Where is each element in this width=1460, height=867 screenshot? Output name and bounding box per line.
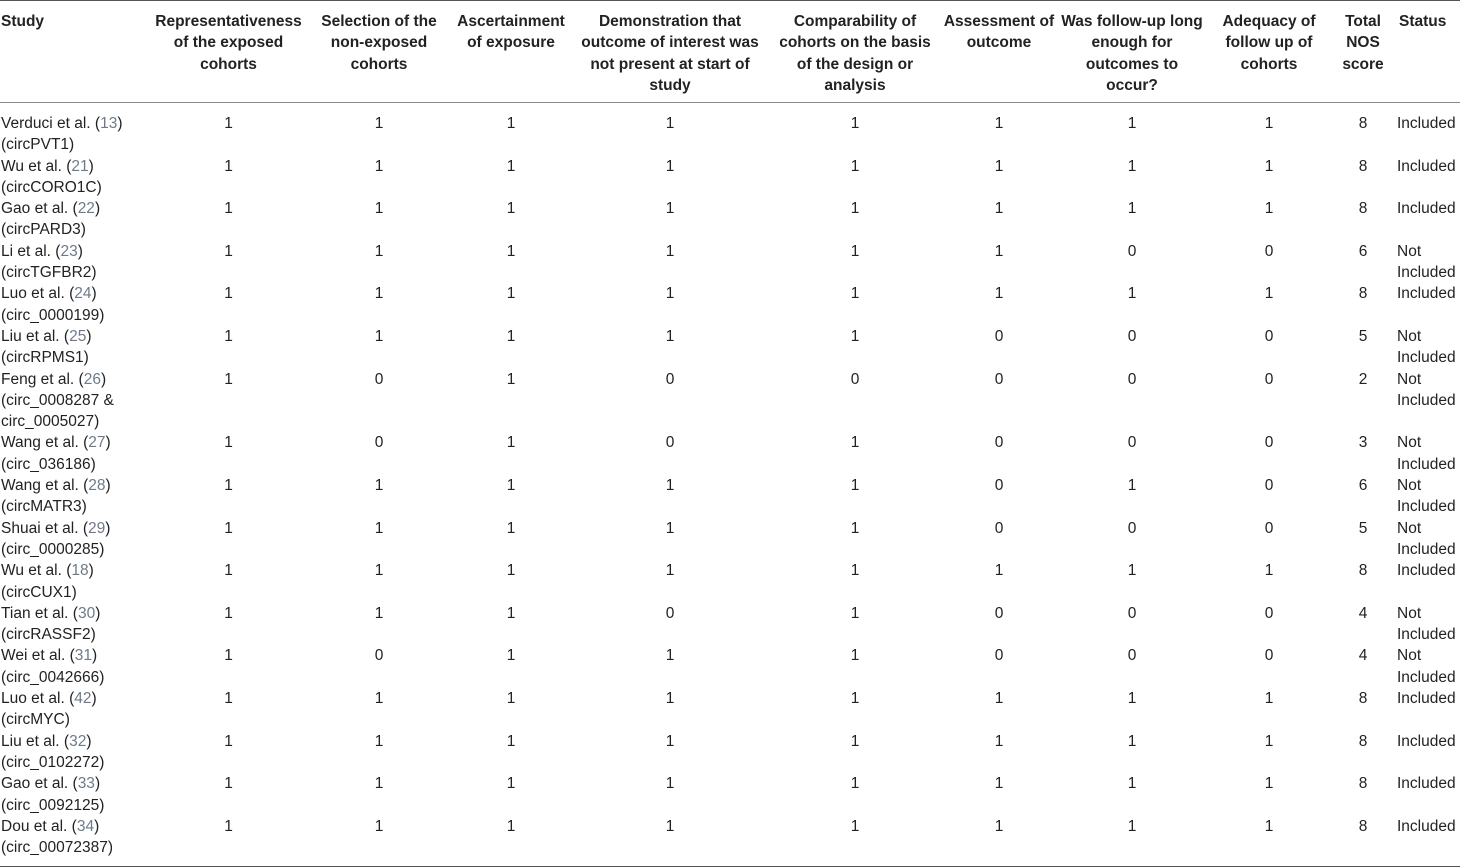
status-cell: Included (1393, 816, 1460, 867)
study-cell: Verduci et al. (13) (circPVT1) (1, 115, 123, 154)
score-ascertainment: 1 (506, 477, 516, 495)
score-assessment: 0 (994, 604, 1004, 622)
score-ascertainment: 1 (506, 690, 516, 708)
study-author: Li et al. (1, 242, 51, 260)
status-cell: Not Included (1397, 370, 1456, 409)
score-ascertainment: 1 (506, 647, 516, 665)
score-ascertainment: 1 (506, 775, 516, 793)
score-ascertainment: 1 (506, 200, 516, 218)
score-selection: 0 (374, 647, 384, 665)
table-row (0, 731, 1460, 774)
status-cell: Included (1397, 115, 1456, 132)
reference-link[interactable]: 34 (76, 817, 95, 835)
score-ascertainment: 1 (506, 519, 516, 537)
score-comparability: 1 (850, 604, 860, 622)
score-follow-up-length: 1 (1127, 562, 1137, 580)
score-demonstration: 1 (665, 157, 675, 175)
study-cell: Wu et al. (21) (circCORO1C) (1, 157, 102, 196)
reference-link[interactable]: 24 (74, 285, 92, 303)
score-representativeness: 1 (224, 647, 233, 665)
score-follow-up-length: 1 (1127, 200, 1137, 218)
study-author: Shuai et al. (1, 519, 79, 537)
score-follow-up-adequacy: 0 (1264, 604, 1274, 622)
circrna-name: (circ_0000285) (1, 540, 105, 558)
status-cell: Not Included (1397, 604, 1456, 644)
score-assessment: 1 (994, 242, 1004, 260)
score-follow-up-adequacy: 1 (1264, 562, 1274, 580)
score-ascertainment: 1 (506, 732, 516, 750)
score-ascertainment: 1 (506, 604, 516, 622)
study-cell: Feng et al. (26) (circ_0008287 & circ_0005027) (1, 370, 114, 431)
score-selection: 0 (374, 370, 384, 388)
score-comparability: 1 (850, 327, 860, 345)
total-nos-score: 8 (1333, 816, 1393, 867)
score-comparability: 1 (850, 775, 860, 793)
score-representativeness: 1 (224, 434, 233, 452)
score-selection: 1 (374, 562, 384, 580)
score-selection: 1 (374, 157, 384, 175)
score-ascertainment: 1 (506, 285, 516, 303)
score-comparability: 1 (850, 647, 860, 665)
circrna-name: (circCUX1) (1, 583, 77, 601)
score-follow-up-adequacy: 1 (1264, 732, 1274, 750)
score-comparability: 1 (850, 285, 860, 303)
status-cell: Included (1397, 690, 1456, 708)
score-assessment: 0 (994, 370, 1004, 388)
score-representativeness: 1 (224, 327, 233, 345)
reference-link[interactable]: 29 (88, 519, 106, 537)
study-cell: Dou et al. (34) (circ_00072387) (0, 816, 152, 867)
score-follow-up-adequacy: 0 (1264, 434, 1274, 452)
score-representativeness: 1 (224, 200, 233, 218)
score-selection: 1 (374, 775, 384, 793)
score-follow-up-length: 1 (1127, 115, 1137, 132)
reference-link[interactable]: 30 (77, 604, 96, 622)
table-row (0, 645, 1460, 688)
score-assessment: 1 (994, 732, 1004, 750)
score-assessment: 1 (994, 157, 1004, 175)
score-comparability: 1 (850, 477, 860, 495)
reference-link[interactable]: 18 (71, 562, 89, 580)
score-representativeness: 1 (224, 115, 233, 132)
total-nos-score: 8 (1358, 115, 1368, 132)
score-assessment: 0 (994, 327, 1004, 345)
score-representativeness: 1 (224, 477, 233, 495)
score-follow-up-length: 0 (1127, 242, 1137, 260)
score-follow-up-adequacy: 1 (1264, 775, 1274, 793)
score-comparability: 1 (771, 816, 939, 867)
circrna-name: (circTGFBR2) (1, 264, 97, 282)
header-assessment-outcome: Assessment of outcome (939, 1, 1059, 103)
score-selection: 1 (374, 115, 384, 132)
score-selection: 1 (374, 732, 384, 750)
total-nos-score: 8 (1358, 732, 1368, 750)
circrna-name: (circRPMS1) (1, 349, 89, 367)
status-cell: Included (1397, 732, 1456, 750)
table-row (0, 369, 1460, 433)
reference-link[interactable]: 28 (88, 477, 106, 495)
study-cell: Wei et al. (31) (circ_0042666) (1, 647, 105, 686)
total-nos-score: 8 (1358, 157, 1368, 175)
score-ascertainment: 1 (506, 327, 516, 345)
status-cell: Included (1397, 285, 1456, 303)
score-selection: 1 (305, 816, 453, 867)
score-demonstration: 1 (665, 477, 675, 495)
reference-link[interactable]: 27 (88, 434, 106, 452)
study-author: Liu et al. (1, 327, 60, 345)
study-author: Luo et al. (1, 285, 65, 303)
study-cell: Li et al. (23) (circTGFBR2) (1, 242, 97, 282)
header-comparability: Comparability of cohorts on the basis of the design or analysis (771, 1, 939, 103)
circrna-name: (circMATR3) (1, 498, 87, 516)
score-demonstration: 0 (665, 604, 675, 622)
score-assessment: 1 (994, 775, 1004, 793)
score-follow-up-length: 0 (1127, 647, 1137, 665)
header-representativeness: Representativeness of the exposed cohorts (152, 1, 305, 103)
score-comparability: 1 (850, 690, 860, 708)
score-representativeness: 1 (224, 242, 233, 260)
score-follow-up-adequacy: 1 (1264, 200, 1274, 218)
score-comparability: 1 (850, 519, 860, 537)
score-follow-up-length: 0 (1127, 604, 1137, 622)
reference-link[interactable]: 33 (77, 775, 95, 793)
study-author: Tian et al. (1, 604, 69, 622)
study-cell: Gao et al. (22) (circPARD3) (1, 200, 101, 239)
table-body (0, 103, 1460, 867)
study-cell: Liu et al. (25) (circRPMS1) (1, 327, 92, 367)
score-representativeness: 1 (224, 604, 233, 622)
study-author: Luo et al. (1, 690, 65, 708)
score-comparability: 1 (850, 434, 860, 452)
score-ascertainment: 1 (506, 434, 516, 452)
circrna-name: (circ_0008287 & circ_0005027) (1, 391, 114, 431)
total-nos-score: 4 (1358, 647, 1368, 665)
score-demonstration: 1 (665, 519, 675, 537)
status-cell: Not Included (1397, 434, 1456, 473)
reference-link[interactable]: 13 (100, 115, 118, 132)
total-nos-score: 3 (1358, 434, 1368, 452)
score-representativeness: 1 (224, 562, 233, 580)
study-cell: Luo et al. (42) (circMYC) (1, 690, 97, 729)
score-comparability: 1 (850, 732, 860, 750)
table-row (0, 773, 1460, 816)
score-follow-up-adequacy: 0 (1264, 519, 1274, 537)
total-nos-score: 8 (1358, 775, 1368, 793)
study-author: Dou et al. (1, 817, 68, 835)
score-demonstration: 1 (665, 327, 675, 345)
score-selection: 1 (374, 477, 384, 495)
score-assessment: 0 (994, 647, 1004, 665)
total-nos-score: 5 (1358, 327, 1368, 345)
score-follow-up-adequacy: 0 (1264, 370, 1274, 388)
header-ascertainment: Ascertainment of exposure (453, 1, 569, 103)
total-nos-score: 6 (1358, 477, 1368, 495)
reference-link[interactable]: 25 (69, 327, 87, 345)
table-row (0, 816, 1460, 867)
study-author: Wu et al. (1, 157, 62, 175)
header-follow-up-adequacy: Adequacy of follow up of cohorts (1205, 1, 1333, 103)
score-assessment: 1 (994, 690, 1004, 708)
total-nos-score: 4 (1358, 604, 1368, 622)
score-representativeness: 1 (224, 519, 233, 537)
score-demonstration: 1 (665, 242, 675, 260)
score-comparability: 1 (850, 242, 860, 260)
score-follow-up-adequacy: 0 (1264, 647, 1274, 665)
status-cell: Included (1397, 200, 1456, 218)
total-nos-score: 8 (1358, 562, 1368, 580)
score-follow-up-length: 1 (1127, 477, 1137, 495)
score-demonstration: 1 (665, 285, 675, 303)
score-follow-up-length: 0 (1127, 370, 1137, 388)
score-representativeness: 1 (224, 285, 233, 303)
header-status: Status (1393, 1, 1460, 103)
score-assessment: 1 (994, 562, 1004, 580)
score-representativeness: 1 (224, 157, 233, 175)
status-cell: Not Included (1397, 327, 1456, 367)
score-follow-up-adequacy: 0 (1264, 327, 1274, 345)
study-cell: Shuai et al. (29) (circ_0000285) (1, 519, 111, 558)
score-demonstration: 1 (665, 647, 675, 665)
study-cell: Wu et al. (18) (circCUX1) (1, 562, 94, 601)
study-cell: Wang et al. (28) (circMATR3) (1, 477, 111, 516)
circrna-name: (circPARD3) (1, 221, 86, 239)
status-cell: Included (1397, 157, 1456, 175)
study-author: Wei et al. (1, 647, 66, 665)
total-nos-score: 8 (1358, 690, 1368, 708)
score-selection: 1 (374, 690, 384, 708)
status-cell: Included (1397, 775, 1456, 793)
score-follow-up-length: 1 (1127, 732, 1137, 750)
header-total-nos-score: Total NOS score (1333, 1, 1393, 103)
table-row (0, 156, 1460, 199)
circrna-name: (circCORO1C) (1, 178, 102, 196)
status-cell: Not Included (1397, 647, 1456, 686)
reference-link[interactable]: 42 (74, 690, 92, 708)
header-follow-up-length: Was follow-up long enough for outcomes to occur? (1059, 1, 1205, 103)
score-representativeness: 1 (224, 690, 233, 708)
score-follow-up-length: 0 (1127, 519, 1137, 537)
score-follow-up-adequacy: 1 (1205, 816, 1333, 867)
score-assessment: 0 (994, 477, 1004, 495)
study-author: Wang et al. (1, 477, 79, 495)
score-follow-up-length: 0 (1127, 434, 1137, 452)
score-assessment: 1 (994, 200, 1004, 218)
score-ascertainment: 1 (506, 157, 516, 175)
score-follow-up-length: 0 (1127, 327, 1137, 345)
score-demonstration: 1 (569, 816, 771, 867)
header-study: Study (0, 1, 152, 103)
reference-link[interactable]: 23 (60, 242, 78, 260)
circrna-name: (circ_0102272) (1, 753, 105, 771)
score-representativeness: 1 (224, 732, 233, 750)
score-comparability: 1 (850, 115, 860, 132)
score-demonstration: 1 (665, 732, 675, 750)
reference-link[interactable]: 22 (77, 200, 95, 218)
table-row (0, 560, 1460, 603)
score-follow-up-length: 1 (1127, 775, 1137, 793)
score-assessment: 1 (994, 285, 1004, 303)
score-follow-up-adequacy: 0 (1264, 242, 1274, 260)
score-ascertainment: 1 (506, 370, 516, 388)
study-cell: Liu et al. (32) (circ_0102272) (1, 732, 105, 771)
score-follow-up-adequacy: 1 (1264, 690, 1274, 708)
score-representativeness: 1 (152, 816, 305, 867)
score-assessment: 1 (994, 115, 1004, 132)
table-row (0, 241, 1460, 284)
score-selection: 1 (374, 285, 384, 303)
score-assessment: 0 (994, 519, 1004, 537)
score-selection: 0 (374, 434, 384, 452)
circrna-name: (circ_0000199) (1, 306, 105, 324)
header-selection-non-exposed: Selection of the non-exposed cohorts (305, 1, 453, 103)
score-selection: 1 (374, 604, 384, 622)
status-cell: Not Included (1397, 477, 1456, 516)
score-demonstration: 1 (665, 562, 675, 580)
study-author: Liu et al. (1, 732, 60, 750)
score-follow-up-length: 1 (1127, 157, 1137, 175)
circrna-name: (circ_0042666) (1, 668, 105, 686)
table-row (0, 475, 1460, 518)
study-cell: Gao et al. (33) (circ_0092125) (1, 775, 105, 814)
study-cell: Luo et al. (24) (circ_0000199) (1, 285, 105, 324)
reference-link[interactable]: 31 (74, 647, 93, 665)
status-cell: Included (1397, 562, 1456, 580)
table-row (0, 103, 1460, 156)
status-cell: Not Included (1397, 242, 1456, 282)
study-author: Wu et al. (1, 562, 62, 580)
status-cell: Not Included (1397, 519, 1456, 558)
score-follow-up-length: 1 (1127, 690, 1137, 708)
header-row (0, 1, 1460, 103)
reference-link[interactable]: 32 (69, 732, 87, 750)
header-demonstration-outcome: Demonstration that outcome of interest was not present at start of study (569, 1, 771, 103)
score-ascertainment: 1 (453, 816, 569, 867)
table-row (0, 432, 1460, 475)
score-demonstration: 1 (665, 690, 675, 708)
score-follow-up-adequacy: 1 (1264, 157, 1274, 175)
total-nos-score: 8 (1358, 200, 1368, 218)
circrna-name: (circ_00072387) (1, 839, 114, 857)
table-row (0, 518, 1460, 561)
score-follow-up-length: 1 (1127, 285, 1137, 303)
total-nos-score: 8 (1358, 285, 1368, 303)
score-assessment: 0 (994, 434, 1004, 452)
score-ascertainment: 1 (506, 562, 516, 580)
reference-link[interactable]: 21 (71, 157, 89, 175)
circrna-name: (circ_0092125) (1, 796, 105, 814)
table-row (0, 198, 1460, 241)
score-demonstration: 1 (665, 115, 675, 132)
study-author: Verduci et al. (1, 115, 91, 132)
table-row (0, 688, 1460, 731)
score-demonstration: 0 (665, 434, 675, 452)
score-selection: 1 (374, 519, 384, 537)
circrna-name: (circRASSF2) (1, 626, 96, 644)
circrna-name: (circ_036186) (1, 455, 96, 473)
study-author: Gao et al. (1, 200, 69, 218)
score-comparability: 1 (850, 562, 860, 580)
score-comparability: 1 (850, 157, 860, 175)
score-comparability: 0 (850, 370, 860, 388)
score-follow-up-adequacy: 1 (1264, 115, 1274, 132)
score-ascertainment: 1 (506, 242, 516, 260)
score-ascertainment: 1 (506, 115, 516, 132)
total-nos-score: 6 (1358, 242, 1368, 260)
study-author: Wang et al. (1, 434, 79, 452)
score-representativeness: 1 (224, 775, 233, 793)
score-selection: 1 (374, 200, 384, 218)
reference-link[interactable]: 26 (83, 370, 101, 388)
score-representativeness: 1 (224, 370, 233, 388)
total-nos-score: 2 (1358, 370, 1368, 388)
table-row (0, 283, 1460, 326)
score-follow-up-adequacy: 0 (1264, 477, 1274, 495)
score-demonstration: 1 (665, 775, 675, 793)
score-demonstration: 0 (665, 370, 675, 388)
score-assessment: 1 (939, 816, 1059, 867)
table-row (0, 326, 1460, 369)
score-comparability: 1 (850, 200, 860, 218)
score-follow-up-adequacy: 1 (1264, 285, 1274, 303)
score-selection: 1 (374, 327, 384, 345)
table-row (0, 603, 1460, 646)
study-cell: Tian et al. (30) (circRASSF2) (1, 604, 101, 644)
score-selection: 1 (374, 242, 384, 260)
circrna-name: (circPVT1) (1, 136, 75, 154)
study-author: Feng et al. (1, 370, 75, 388)
study-cell: Wang et al. (27) (circ_036186) (1, 434, 111, 473)
circrna-name: (circMYC) (1, 711, 70, 729)
total-nos-score: 5 (1358, 519, 1368, 537)
study-author: Gao et al. (1, 775, 69, 793)
score-demonstration: 1 (665, 200, 675, 218)
score-follow-up-length: 1 (1059, 816, 1205, 867)
